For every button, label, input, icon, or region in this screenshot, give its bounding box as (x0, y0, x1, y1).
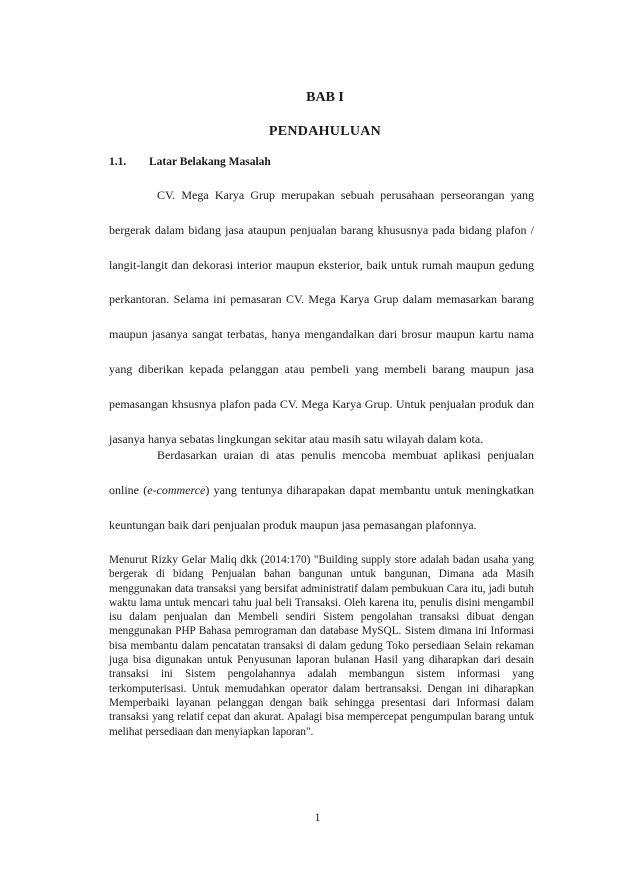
chapter-number: BAB I (306, 90, 344, 105)
section-heading (109, 156, 271, 168)
paragraph-2-text-before: Berdasarkan uraian di atas penulis mencoba membuat aplikasi penjualan online ( (109, 448, 534, 497)
quote-text: Menurut Rizky Gelar Maliq dkk (2014:170) "Building supply store adalah badan usaha yang bergerak di bidang Penjualan bahan bangunan untuk bangunan, Dimana ada Masih menggunakan data transaksi yang bersifat administratif dalam pembukuan Cara itu, jadi butuh waktu lama untuk mencari tahu jual beli Transaksi. Oleh karena itu, penulis disini mengambil isu dalam penjualan dan Membeli sendiri Sistem pengolahan transaksi dibuat dengan menggunakan PHP Bahasa pemrograman dan database MySQL. Sistem dimana ini Informasi bisa membantu dalam pencatatan transaksi di dalam gedung Toko persediaan Selain rekaman juga bisa digunakan untuk Penyusunan laporan bulanan Hasil yang diharapkan dari desain transaksi ini Sistem pengolahannya adalah membangun sistem informasi yang terkomputerisasi. Untuk memudahkan operator dalam bertransaksi. Dengan ini diharapkan Memperbaiki layanan pelanggan dengan baik sehingga presentasi dari Informasi dalam transaksi yang relatif cepat dan akurat. Apalagi bisa mempercepat pengumpulan barang untuk melihat persediaan dan menyiapkan laporan". (109, 554, 534, 738)
body-paragraph-2 (109, 438, 534, 542)
page-number: 1 (314, 810, 321, 824)
section-title: Latar Belakang Masalah (149, 156, 271, 168)
body-paragraph-1-block (109, 178, 534, 456)
paragraph-2-text-after: ) yang tentunya diharapakan dapat membantu untuk meningkatkan keuntungan baik dari penjualan produk maupun jasa pemasangan plafonnya. (109, 482, 534, 532)
paragraph-2-italic-term: e-commerce (147, 482, 206, 497)
chapter-title: PENDAHULUAN (268, 124, 382, 139)
body-paragraph-1: CV. Mega Karya Grup merupakan sebuah perusahaan perseorangan yang bergerak dalam bidang jasa ataupun penjualan barang khususnya pada bidang plafon / langit-langit dan dekorasi interior maupun eksterior, baik untuk rumah maupun gedung perkantoran. Selama ini pemasaran CV. Mega Karya Grup dalam memasarkan barang maupun jasanya sangat terbatas, hanya mengandalkan dari brosur maupun kartu nama yang diberikan kepada pelanggan atau pembeli yang membeli barang maupun jasa pemasangan khsusnya plafon pada CV. Mega Karya Grup. Untuk penjualan produk dan jasanya hanya sebatas lingkungan sekitar atau masih satu wilayah dalam kota. (109, 188, 534, 446)
section-number: 1.1. (109, 156, 127, 168)
block-quote (109, 553, 534, 739)
body-paragraph-2-block (109, 438, 534, 542)
